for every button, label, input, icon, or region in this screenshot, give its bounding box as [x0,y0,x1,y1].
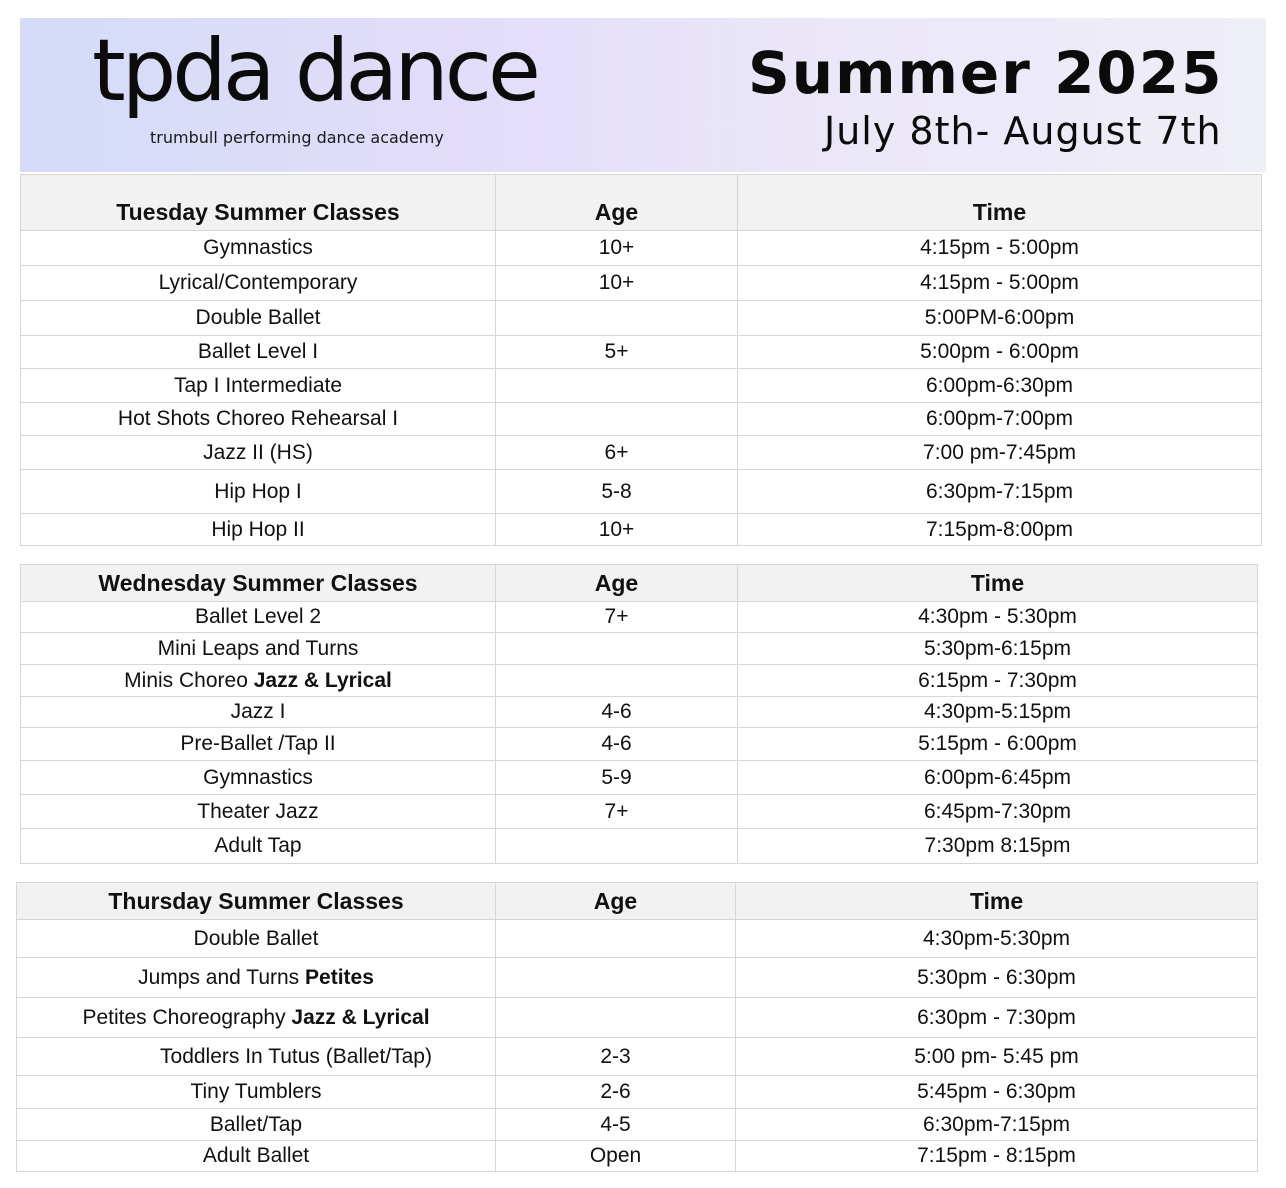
class-name-text: Tap I Intermediate [173,373,343,397]
season-title: Summer 2025 [748,39,1224,107]
table-row [21,231,1262,266]
class-name-cell [21,697,496,728]
time-cell: 5:45pm - 6:30pm [736,1076,1258,1109]
column-header-age: Age [496,565,738,602]
table-row [17,1141,1258,1172]
class-name-cell [21,602,496,633]
class-name-cell [21,795,496,829]
table-row [21,795,1258,829]
time-cell: 6:30pm-7:15pm [738,470,1262,514]
time-cell: 4:30pm-5:15pm [738,697,1258,728]
table-header-row [17,883,1258,920]
table-row [17,958,1258,998]
table-row [21,266,1262,301]
age-cell: 10+ [496,231,738,266]
class-name-cell [21,436,496,470]
time-cell: 6:45pm-7:30pm [738,795,1258,829]
class-name-text: Theater Jazz [197,799,319,823]
age-cell: 2-3 [496,1038,736,1076]
class-name-cell [21,829,496,864]
column-header-time: Time [738,175,1262,231]
time-cell: 6:30pm - 7:30pm [736,998,1258,1038]
class-name-cell [17,1109,496,1141]
class-name-cell [21,301,496,336]
class-name-cell [21,665,496,697]
age-cell: 7+ [496,795,738,829]
time-cell: 5:15pm - 6:00pm [738,728,1258,761]
time-cell: 4:30pm-5:30pm [736,920,1258,958]
tuesday-schedule-table [20,174,1262,546]
class-name-text: Tiny Tumblers [190,1080,322,1103]
age-cell: 5-9 [496,761,738,795]
time-cell: 4:15pm - 5:00pm [738,266,1262,301]
age-cell [496,998,736,1038]
class-name-cell [21,514,496,546]
time-cell: 6:00pm-6:45pm [738,761,1258,795]
class-style-emphasis: Petites [305,965,374,989]
class-name-text: Adult Ballet [202,1144,310,1167]
class-name-text: Jazz I [230,700,286,723]
class-name-text: Mini Leaps and Turns [157,636,359,660]
class-style-emphasis: Jazz & Lyrical [253,668,392,692]
logo: tpda dance [92,21,537,121]
class-name-text: Hip Hop I [214,479,302,503]
table-row [21,728,1258,761]
class-name-cell [21,470,496,514]
class-name-cell [21,266,496,301]
time-cell: 5:30pm - 6:30pm [736,958,1258,998]
class-name-cell [21,231,496,266]
table-row [21,761,1258,795]
age-cell: 5-8 [496,470,738,514]
class-name-text: Toddlers In Tutus (Ballet/Tap) [160,1044,432,1068]
time-cell: 6:30pm-7:15pm [736,1109,1258,1141]
table-row [21,514,1262,546]
class-name-text: Jazz II (HS) [203,440,313,464]
class-style-emphasis: Jazz & Lyrical [291,1005,430,1029]
column-header-class: Tuesday Summer Classes [21,175,496,231]
class-name-text: Petites Choreography [82,1005,292,1029]
class-name-text: Gymnastics [203,236,313,259]
age-cell: 4-6 [496,697,738,728]
age-cell [496,301,738,336]
table-row [21,697,1258,728]
class-name-text: Pre-Ballet /Tap II [180,732,336,755]
table-row [17,1109,1258,1141]
table-row [17,1038,1258,1076]
class-name-cell [17,998,496,1038]
age-cell: 10+ [496,266,738,301]
table-row [17,998,1258,1038]
time-cell: 4:30pm - 5:30pm [738,602,1258,633]
time-cell: 5:00PM-6:00pm [738,301,1262,336]
time-cell: 5:00pm - 6:00pm [738,336,1262,369]
table-row [21,336,1262,369]
time-cell: 5:00 pm- 5:45 pm [736,1038,1258,1076]
table-header-row [21,175,1262,231]
class-name-text: Jumps and Turns [138,965,306,989]
time-cell: 4:15pm - 5:00pm [738,231,1262,266]
class-name-cell [21,761,496,795]
class-name-text: Double Ballet [193,926,319,950]
table-row [21,403,1262,436]
class-name-text: Minis Choreo [124,668,254,692]
class-name-text: Adult Tap [214,834,302,857]
age-cell [496,665,738,697]
class-name-cell [17,1141,496,1172]
class-name-cell [17,920,496,958]
time-cell: 5:30pm-6:15pm [738,633,1258,665]
age-cell [496,958,736,998]
table-row [21,602,1258,633]
table-row [21,665,1258,697]
time-cell: 7:30pm 8:15pm [738,829,1258,864]
class-name-text: Ballet Level 2 [194,605,322,628]
table-row [17,920,1258,958]
class-name-cell [21,728,496,761]
class-name-cell [17,958,496,998]
time-cell: 7:15pm-8:00pm [738,514,1262,546]
table-row [21,829,1258,864]
column-header-time: Time [736,883,1258,920]
column-header-time: Time [738,565,1258,602]
column-header-age: Age [496,883,736,920]
class-name-cell [17,1076,496,1109]
age-cell: 6+ [496,436,738,470]
header-banner [20,18,1266,172]
time-cell: 6:00pm-7:00pm [738,403,1262,436]
class-name-cell [17,1038,496,1076]
age-cell: 4-6 [496,728,738,761]
time-cell: 7:00 pm-7:45pm [738,436,1262,470]
table-row [17,1076,1258,1109]
logo-tagline: trumbull performing dance academy [150,128,444,147]
table-row [21,301,1262,336]
age-cell: 10+ [496,514,738,546]
wednesday-schedule-table [20,564,1258,864]
table-header-row [21,565,1258,602]
table-row [21,436,1262,470]
class-name-cell [21,403,496,436]
time-cell: 6:15pm - 7:30pm [738,665,1258,697]
column-header-age: Age [496,175,738,231]
class-name-text: Hot Shots Choreo Rehearsal I [117,407,399,430]
table-row [21,470,1262,514]
class-name-cell [21,369,496,403]
age-cell: 7+ [496,602,738,633]
age-cell: 2-6 [496,1076,736,1109]
class-name-text: Ballet Level I [197,340,319,363]
age-cell [496,920,736,958]
table-row [21,633,1258,665]
column-header-class: Wednesday Summer Classes [21,565,496,602]
age-cell: Open [496,1141,736,1172]
column-header-class: Thursday Summer Classes [17,883,496,920]
table-row [21,369,1262,403]
time-cell: 7:15pm - 8:15pm [736,1141,1258,1172]
class-name-text: Lyrical/Contemporary [158,271,358,294]
class-name-text: Double Ballet [195,306,321,329]
age-cell: 5+ [496,336,738,369]
age-cell [496,829,738,864]
class-name-text: Hip Hop II [211,517,305,541]
class-name-text: Ballet/Tap [209,1112,303,1136]
class-name-cell [21,336,496,369]
class-name-cell [21,633,496,665]
age-cell: 4-5 [496,1109,736,1141]
class-name-text: Gymnastics [203,765,313,789]
age-cell [496,369,738,403]
time-cell: 6:00pm-6:30pm [738,369,1262,403]
thursday-schedule-table [16,882,1258,1172]
season-dates: July 8th- August 7th [824,109,1222,153]
age-cell [496,403,738,436]
age-cell [496,633,738,665]
